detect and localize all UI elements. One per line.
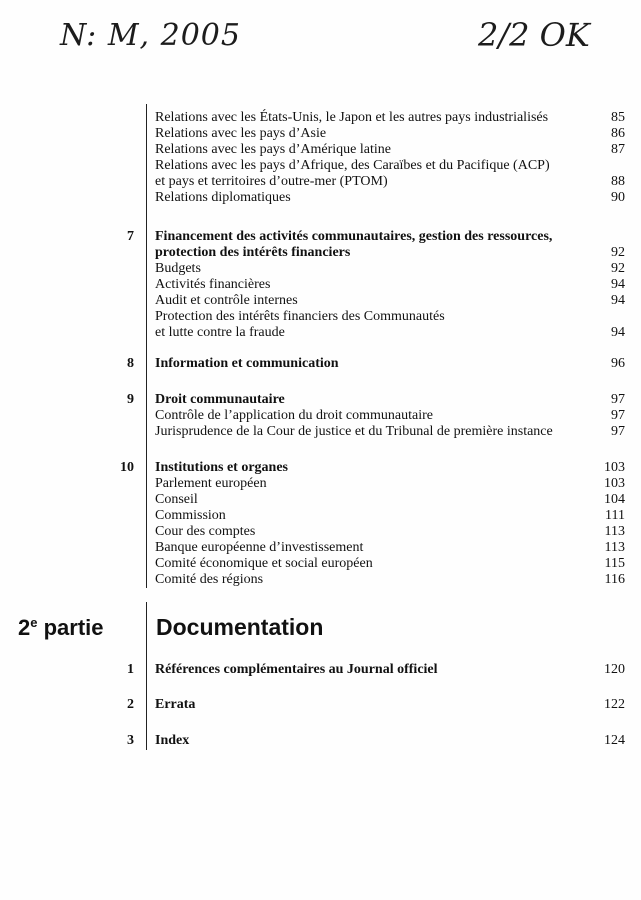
toc-entry-page: 115 <box>604 556 625 571</box>
toc-entry-title: Contrôle de l’application du droit communautaire <box>155 408 433 423</box>
toc-entry-title: Comité des régions <box>155 572 264 587</box>
toc-entry-title: Financement des activités communautaires, gestion des ressources, <box>155 229 553 244</box>
toc-entry-title: Errata <box>155 697 196 712</box>
toc-entry-page: 92 <box>611 245 625 260</box>
vertical-rule <box>146 104 147 588</box>
section-number: 3 <box>127 733 134 748</box>
toc-entry-page: 103 <box>604 476 625 491</box>
toc-entry-title: Commission <box>155 508 226 523</box>
part-number: 2 <box>18 615 31 640</box>
toc-entry-page: 104 <box>604 492 625 507</box>
section-number: 2 <box>127 697 134 712</box>
toc-entry-page: 113 <box>604 524 625 539</box>
toc-entry-page: 96 <box>611 356 625 371</box>
toc-entry-title: Relations avec les États-Unis, le Japon et les autres pays industrialisés <box>155 110 549 125</box>
section-number: 1 <box>127 662 134 677</box>
toc-entry-title: et pays et territoires d’outre-mer (PTOM) <box>155 174 388 189</box>
toc-entry-page: 111 <box>605 508 625 523</box>
toc-entry-title: Activités financières <box>155 277 271 292</box>
toc-entry-page: 88 <box>611 174 625 189</box>
toc-entry-title: Protection des intérêts financiers des Communautés <box>155 309 445 324</box>
toc-entry-title: Relations diplomatiques <box>155 190 291 205</box>
toc-entry-title: Institutions et organes <box>155 460 289 475</box>
toc-entry-page: 97 <box>611 424 625 439</box>
section-number: 9 <box>127 392 134 407</box>
toc-entry-title: Banque européenne d’investissement <box>155 540 364 555</box>
toc-entry-page: 122 <box>604 697 625 712</box>
part-label <box>18 615 104 641</box>
toc-entry-title: Parlement européen <box>155 476 267 491</box>
toc-entry-title: Droit communautaire <box>155 392 285 407</box>
section-number: 8 <box>127 356 134 371</box>
toc-entry-page: 120 <box>604 662 625 677</box>
toc-entry-page: 87 <box>611 142 625 157</box>
toc-entry-title: Références complémentaires au Journal officiel <box>155 662 438 677</box>
toc-entry-title: Index <box>155 733 190 748</box>
toc-entry-page: 97 <box>611 392 625 407</box>
toc-entry-title: Cour des comptes <box>155 524 256 539</box>
toc-entry-page: 94 <box>611 277 625 292</box>
toc-entry-page: 113 <box>604 540 625 555</box>
toc-entry-page: 85 <box>611 110 625 125</box>
toc-entry-page: 94 <box>611 325 625 340</box>
part-word: partie <box>37 615 104 640</box>
section-number: 10 <box>120 460 134 475</box>
toc-entry-page: 116 <box>604 572 625 587</box>
toc-entry-page: 92 <box>611 261 625 276</box>
toc-entry-page: 86 <box>611 126 625 141</box>
toc-entry-title: Budgets <box>155 261 201 276</box>
toc-entry-title: Jurisprudence de la Cour de justice et du Tribunal de première instance <box>155 424 553 439</box>
toc-entry-title: Relations avec les pays d’Amérique latine <box>155 142 391 157</box>
toc-entry-page: 124 <box>604 733 625 748</box>
toc-entry-page: 90 <box>611 190 625 205</box>
toc-entry-title: Relations avec les pays d’Afrique, des Caraïbes et du Pacifique (ACP) <box>155 158 550 173</box>
toc-entry-title: Audit et contrôle internes <box>155 293 298 308</box>
part-superscript: e <box>30 615 38 630</box>
toc-entry-title: Comité économique et social européen <box>155 556 373 571</box>
toc-entry-title: Information et communication <box>155 356 339 371</box>
vertical-rule <box>146 602 147 750</box>
handwritten-note-right: 2/2 OK <box>478 16 590 54</box>
toc-entry-title: protection des intérêts financiers <box>155 245 351 260</box>
part-title: Documentation <box>156 614 324 640</box>
handwritten-note-left: N: M, 2005 <box>60 18 241 53</box>
toc-entry-page: 94 <box>611 293 625 308</box>
section-number: 7 <box>127 229 134 244</box>
toc-entry-page: 97 <box>611 408 625 423</box>
toc-entry-title: et lutte contre la fraude <box>155 325 285 340</box>
toc-entry-page: 103 <box>604 460 625 475</box>
toc-entry-title: Conseil <box>155 492 198 507</box>
toc-entry-title: Relations avec les pays d’Asie <box>155 126 327 141</box>
